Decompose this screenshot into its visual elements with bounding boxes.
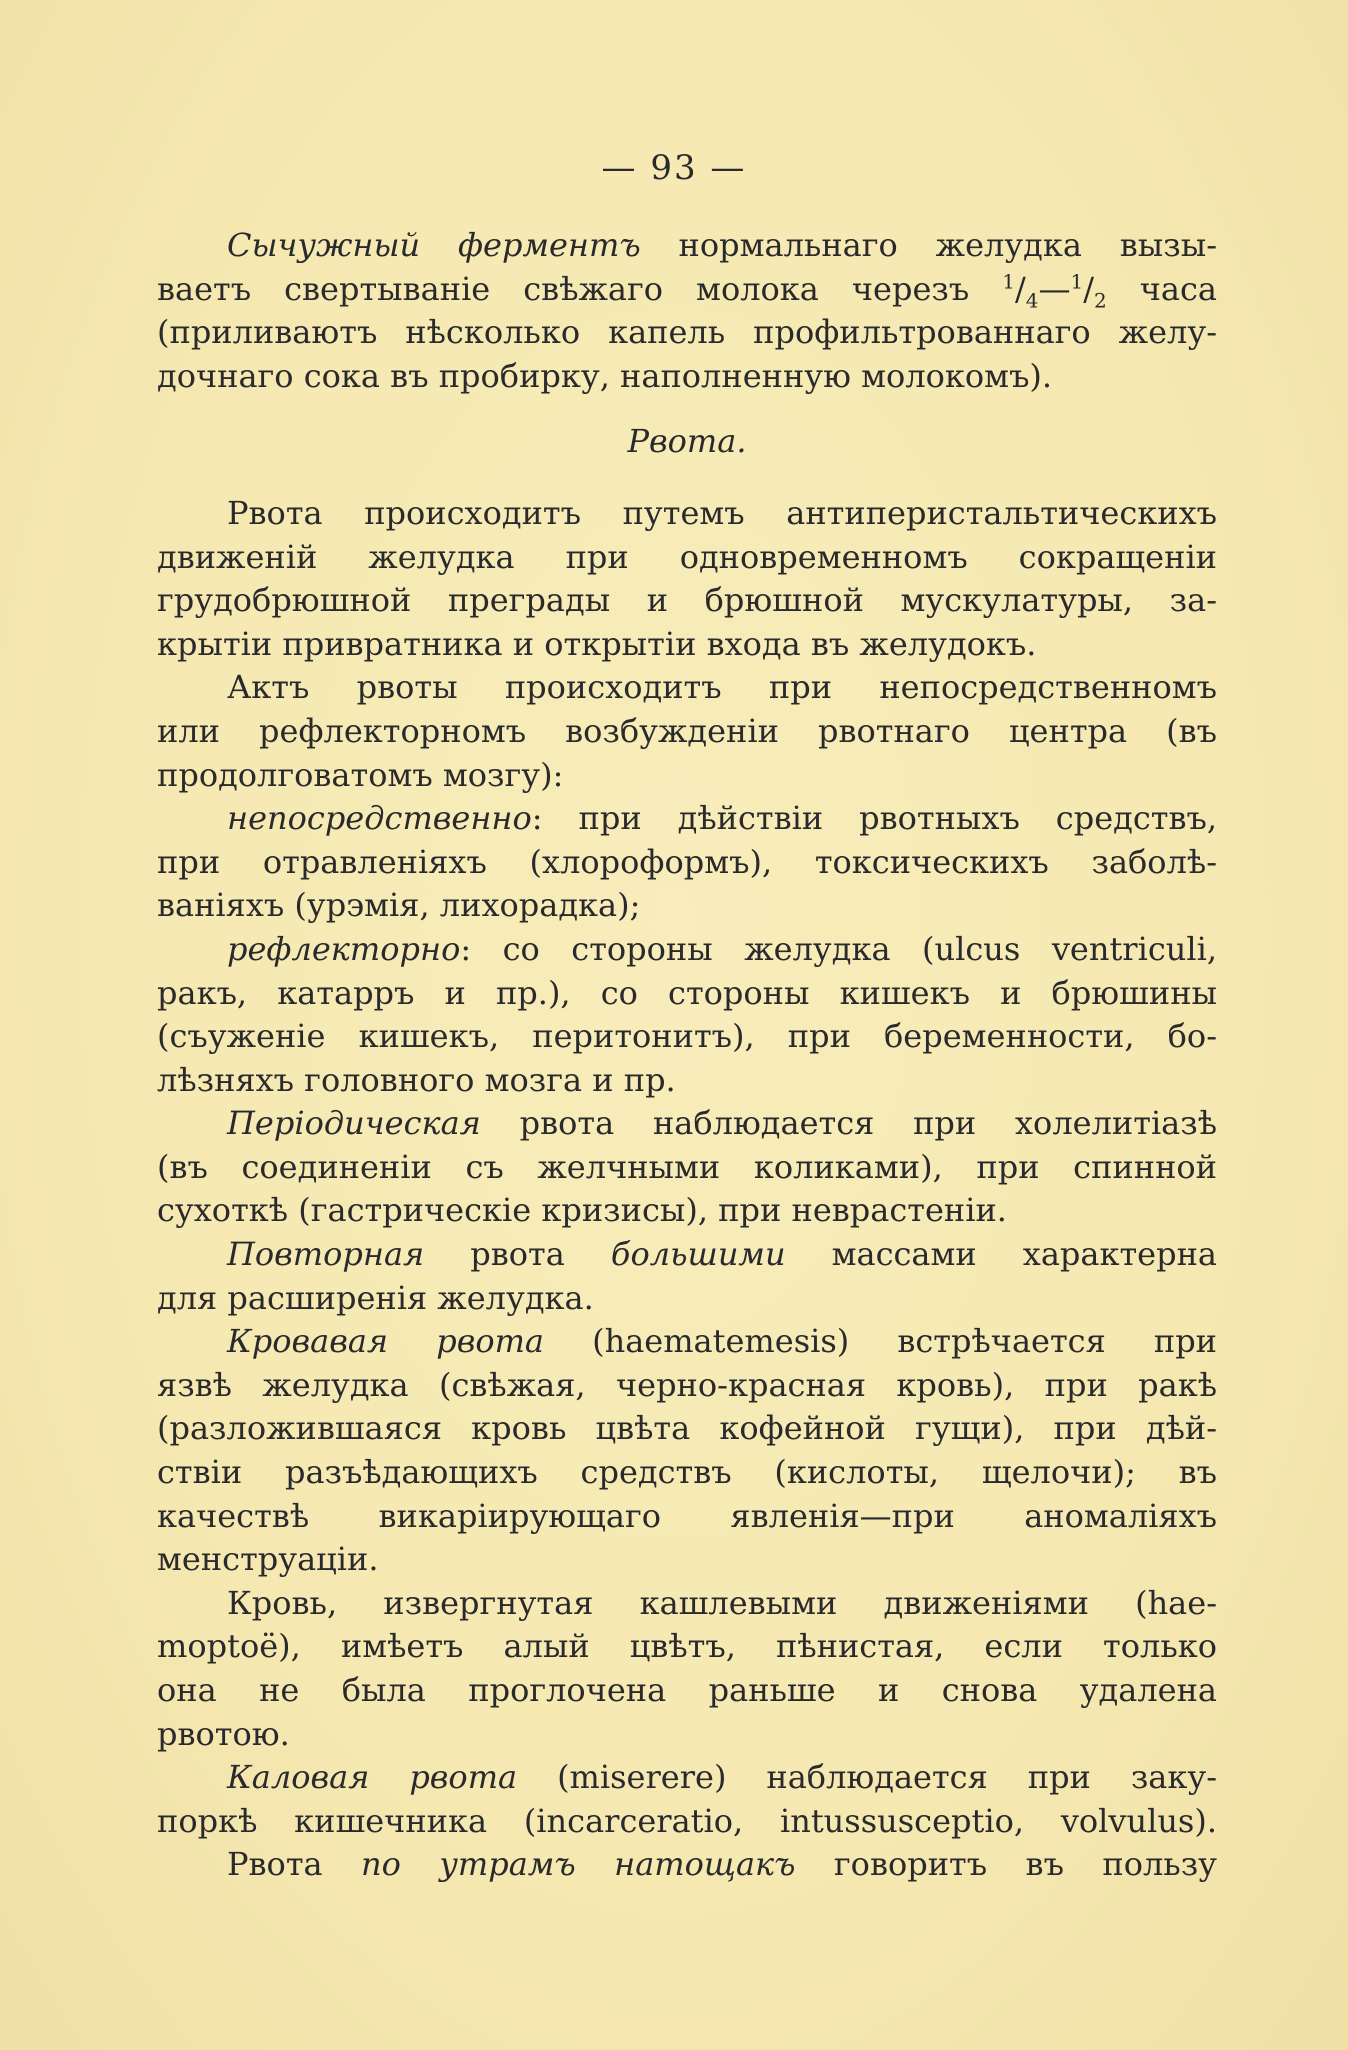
italic-term: большими xyxy=(610,1235,786,1274)
section-heading: Рвота. xyxy=(627,422,747,461)
body-text xyxy=(157,224,1217,1887)
text-line: рвотою. xyxy=(157,1714,290,1753)
italic-term: Кровавая рвота xyxy=(227,1322,544,1361)
italic-term: непосредственно xyxy=(227,799,532,838)
page-number: — 93 — xyxy=(601,148,747,188)
text-line: (съуженіе кишекъ, перитонитъ), при беременности, бо- xyxy=(157,1017,1217,1056)
text-line: Кровавая рвота (haematemesis) встрѣчается при xyxy=(227,1322,1217,1361)
text-line: Повторная рвота большими массами характерна xyxy=(227,1235,1218,1274)
text-line: грудобрюшной преграды и брюшной мускулатуры, за- xyxy=(157,581,1217,620)
text-line: лѣзняхъ головного мозга и пр. xyxy=(157,1060,676,1099)
italic-term: Сычужный ферментъ xyxy=(227,226,641,264)
text-line: качествѣ викаріирующаго явленія—при аномаліяхъ xyxy=(157,1496,1217,1535)
text-line: Кровь, извергнутая кашлевыми движеніями (hae- xyxy=(227,1583,1217,1622)
text-line: Періодическая рвота наблюдается при холелитіазѣ xyxy=(227,1104,1217,1143)
text-line: движеній желудка при одновременномъ сокращеніи xyxy=(157,537,1217,576)
text-line: (разложившаяся кровь цвѣта кофейной гущи), при дѣй- xyxy=(157,1409,1217,1448)
text-line: ваніяхъ (урэмія, лихорадка); xyxy=(157,886,641,925)
text-line: Сычужный ферментъ нормальнаго желудка вызы- xyxy=(227,226,1218,264)
text-line: продолговатомъ мозгу): xyxy=(157,755,564,794)
text-line: (приливаютъ нѣсколько капель профильтрованнаго желу- xyxy=(157,313,1217,352)
text-line: язвѣ желудка (свѣжая, черно-красная кровь), при ракѣ xyxy=(157,1365,1217,1404)
text-line: при отравленіяхъ (хлороформъ), токсическихъ заболѣ- xyxy=(157,842,1217,881)
text-line: (въ соединеніи съ желчными коликами), при спинной xyxy=(157,1147,1217,1186)
text-line: дочнаго сока въ пробирку, наполненную молокомъ). xyxy=(157,356,1053,395)
text-line: Актъ рвоты происходитъ при непосредственномъ xyxy=(227,668,1217,707)
text-line: Рвота по утрамъ натощакъ говоритъ въ пользу xyxy=(227,1845,1218,1884)
text-line: рефлекторно: со стороны желудка (ulcus ventriculi, xyxy=(227,929,1217,968)
text-line: Каловая рвота (miserere) наблюдается при заку- xyxy=(227,1758,1218,1797)
text-line: ракъ, катарръ и пр.), со стороны кишекъ и брюшины xyxy=(157,973,1217,1012)
text-line: для расширенія желудка. xyxy=(157,1278,594,1317)
text-line: менструаціи. xyxy=(157,1540,379,1579)
italic-term: по утрамъ натощакъ xyxy=(361,1845,796,1884)
text-line: крытіи привратника и открытіи входа въ желудокъ. xyxy=(157,624,1037,663)
text-line: она не была проглочена раньше и снова удалена xyxy=(157,1671,1217,1709)
text-line: moptoë), имѣетъ алый цвѣтъ, пѣнистая, если только xyxy=(157,1627,1217,1666)
text-line: ваетъ свертываніе свѣжаго молока черезъ $^1/_4—^1/_2$ часа xyxy=(157,268,1218,312)
italic-term: Повторная xyxy=(227,1235,425,1274)
text-line: сухоткѣ (гастрическіе кризисы), при неврастеніи. xyxy=(157,1191,1007,1230)
italic-term: Каловая рвота xyxy=(227,1758,518,1797)
text-line: Рвота происходитъ путемъ антиперистальтическихъ xyxy=(227,493,1217,532)
text-line: ствіи разъѣдающихъ средствъ (кислоты, щелочи); въ xyxy=(157,1453,1217,1492)
italic-term: Періодическая xyxy=(227,1104,481,1143)
text-line: или рефлекторномъ возбужденіи рвотнаго центра (въ xyxy=(157,711,1217,750)
text-line: поркѣ кишечника (incarceratio, intussusceptio, volvulus). xyxy=(157,1801,1217,1840)
italic-term: рефлекторно xyxy=(227,929,461,968)
text-line: непосредственно: при дѣйствіи рвотныхъ средствъ, xyxy=(227,799,1217,838)
